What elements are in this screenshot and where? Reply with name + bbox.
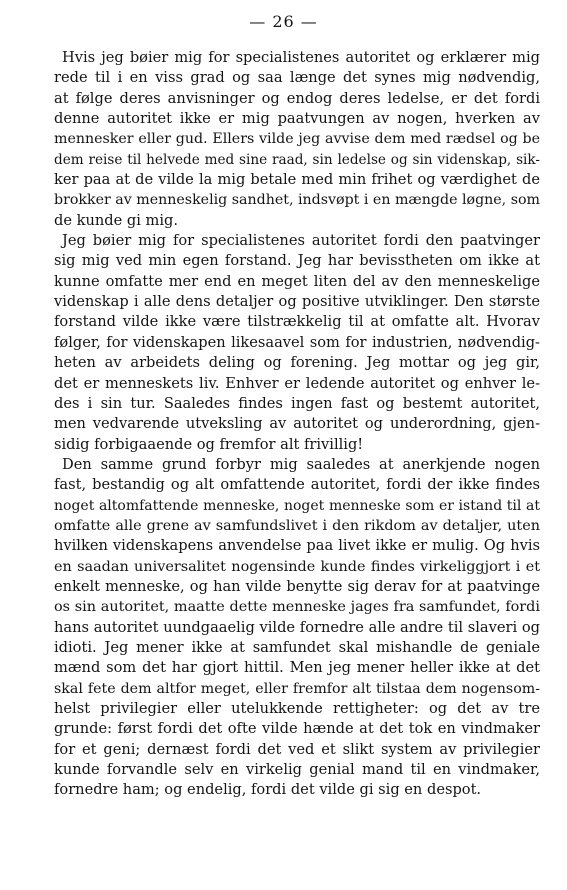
text-line: fornedre ham; og endelig, fordi det vilde gi sig en despot. xyxy=(54,781,482,799)
paragraph-3 xyxy=(54,455,540,801)
text-line: for et geni; dernæst fordi det ved et slikt system av privilegier xyxy=(54,740,540,758)
text-line: brokker av menneskelig sandhet, indsvøpt i en mængde løgne, som xyxy=(54,192,540,209)
text-line: helst privilegier eller utelukkende rettigheter: og det av tre xyxy=(54,700,540,717)
text-line: en saadan universalitet nogensinde kunde findes virkeliggjort i et xyxy=(54,558,540,575)
text-line: mænd som det har gjort hittil. Men jeg mener heller ikke at det xyxy=(54,659,540,677)
text-line: videnskap i alle dens detaljer og positive utviklinger. Den største xyxy=(54,293,540,311)
text-line: enkelt menneske, og han vilde benytte sig derav for at paatvinge xyxy=(54,577,540,595)
text-line: Den samme grund forbyr mig saaledes at anerkjende nogen xyxy=(62,455,540,473)
text-line: denne autoritet ikke er mig paatvungen av nogen, hverken av xyxy=(54,110,540,128)
text-line: heten av arbeidets deling og forening. Jeg mottar og jeg gir, xyxy=(54,354,540,372)
text-line: grunde: først fordi det ofte vilde hænde at det tok en vindmaker xyxy=(54,720,540,738)
text-line: ker paa at de vilde la mig betale med min frihet og værdighet de xyxy=(54,171,540,189)
text-line: idioti. Jeg mener ikke at samfundet skal mishandle de geniale xyxy=(54,638,540,656)
text-line: de kunde gi mig. xyxy=(54,211,179,229)
text-line: hans autoritet uundgaaelig vilde fornedre alle andre til slaveri og xyxy=(54,618,540,636)
text-line: sig mig ved min egen forstand. Jeg har bevisstheten om ikke at xyxy=(54,252,540,270)
paragraph-2 xyxy=(54,231,540,455)
text-line: omfatte alle grene av samfundslivet i den rikdom av detaljer, uten xyxy=(54,517,540,534)
page-number: — 26 — xyxy=(249,12,318,31)
text-line: fast, bestandig og alt omfattende autoritet, fordi der ikke findes xyxy=(54,476,540,494)
text-line: hvilken videnskapens anvendelse paa livet ikke er mulig. Og hvis xyxy=(54,537,540,555)
text-line: Hvis jeg bøier mig for specialistenes autoritet og erklærer mig xyxy=(62,49,540,66)
text-line: dem reise til helvede med sine raad, sin ledelse og sin videnskap, sik- xyxy=(54,151,540,168)
text-line: følger, for videnskapen likesaavel som for industrien, nødvendig- xyxy=(54,333,540,351)
text-line: forstand vilde ikke være tilstrækkelig til at omfatte alt. Hvorav xyxy=(54,313,540,331)
body-text xyxy=(54,48,540,801)
text-line: os sin autoritet, maatte dette menneske jages fra samfundet, fordi xyxy=(54,599,540,616)
text-line: Jeg bøier mig for specialistenes autoritet fordi den paatvinger xyxy=(62,232,540,250)
text-line: at følge deres anvisninger og endog deres ledelse, er det fordi xyxy=(54,89,540,107)
text-line: det er menneskets liv. Enhver er ledende autoritet og enhver le- xyxy=(54,374,540,392)
text-line: men vedvarende utveksling av autoritet og underordning, gjen- xyxy=(54,415,540,433)
text-line: skal fete dem altfor meget, eller fremfor alt tilstaa dem nogensom- xyxy=(54,680,540,697)
text-line: kunne omfatte mer end en meget liten del av den menneskelige xyxy=(54,272,540,290)
paragraph-1 xyxy=(54,48,540,231)
text-line: des i sin tur. Saaledes findes ingen fast og bestemt autoritet, xyxy=(54,394,540,412)
text-line: kunde forvandle selv en virkelig genial mand til en vindmaker, xyxy=(54,761,540,779)
text-line: sidig forbigaaende og fremfor alt frivillig! xyxy=(54,435,364,453)
text-line: mennesker eller gud. Ellers vilde jeg avvise dem med rædsel og be xyxy=(54,131,540,148)
text-line: rede til i en viss grad og saa længe det synes mig nødvendig, xyxy=(54,69,540,87)
text-line: noget altomfattende menneske, noget menneske som er istand til at xyxy=(54,497,540,514)
